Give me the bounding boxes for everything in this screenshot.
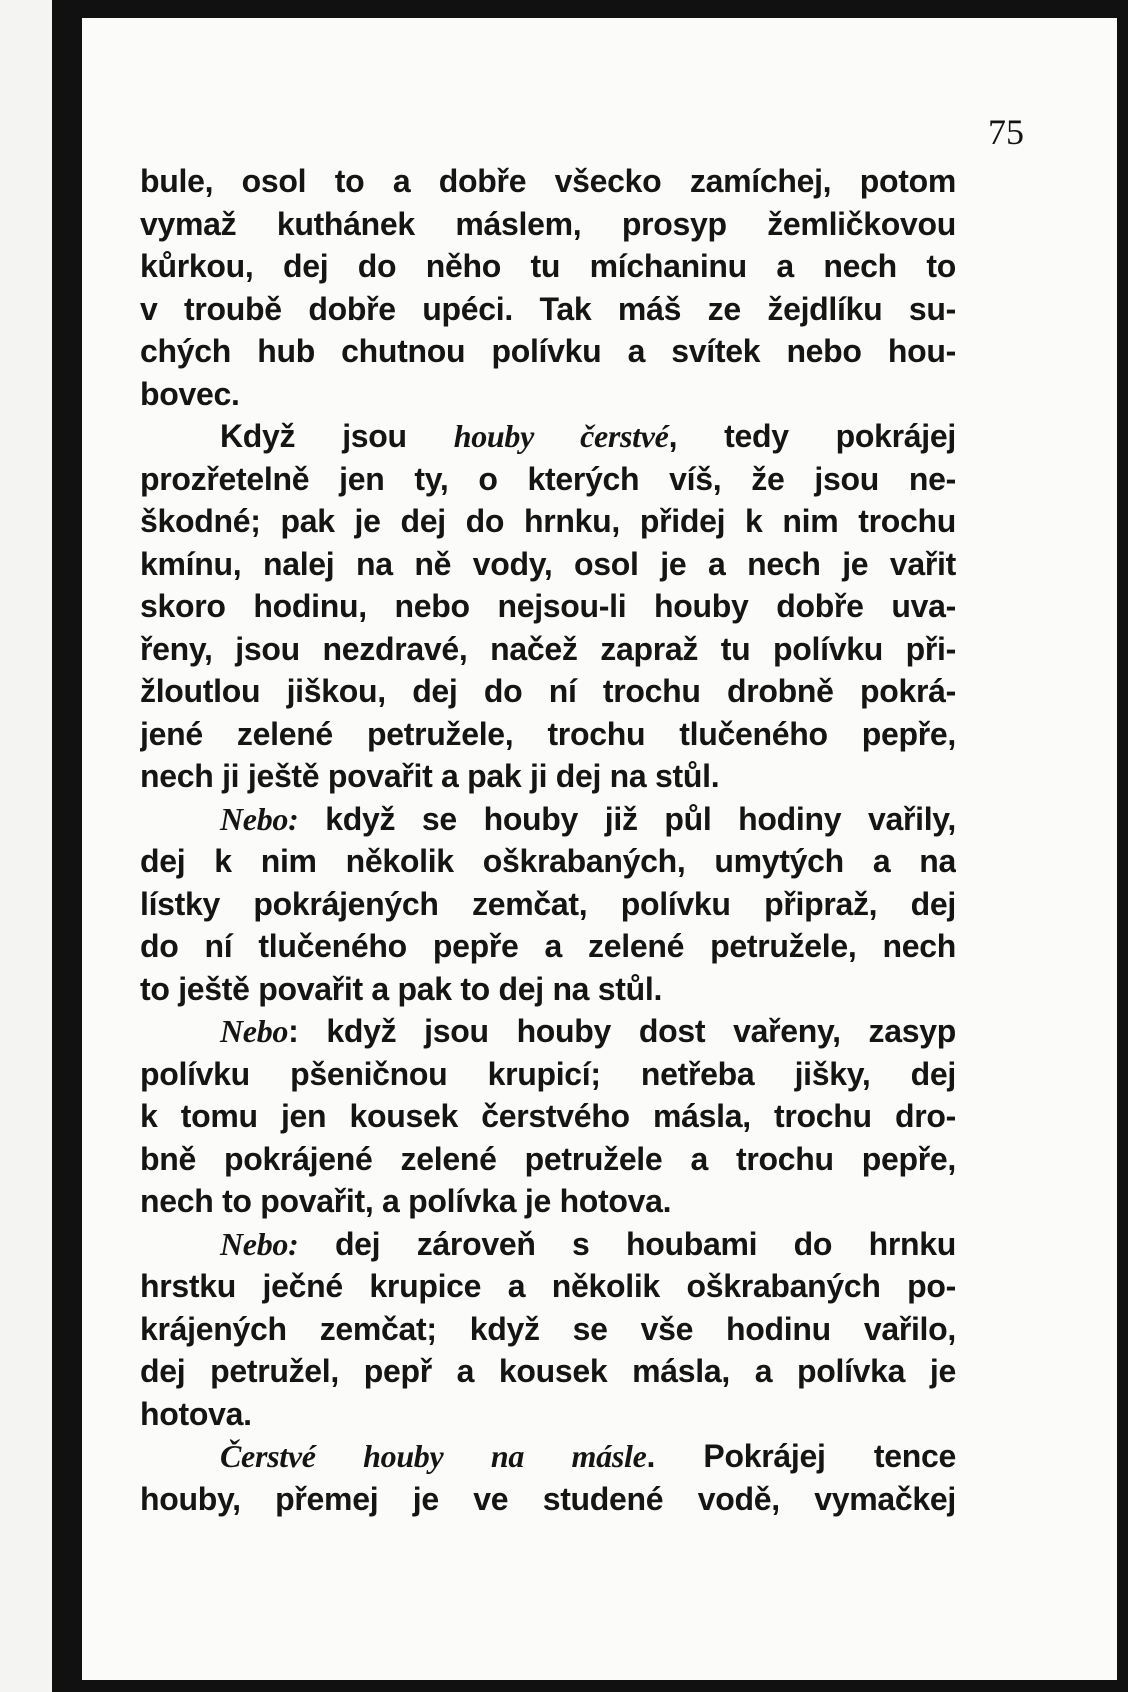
italic-heading: Čerstvé houby na másle: [220, 1438, 647, 1474]
text-line: dej petružel, pepř a kousek másla, a polívka je: [140, 1353, 956, 1389]
text-line: chých hub chutnou polívku a svítek nebo hou-: [140, 333, 956, 369]
text-line: žloutlou jiškou, dej do ní trochu drobně pokrá-: [140, 673, 956, 709]
text-line: bně pokrájené zelené petružele a trochu pepře,: [140, 1140, 956, 1177]
text-line: v troubě dobře upéci. Tak máš ze žejdlíku su-: [140, 290, 956, 327]
text-line: dej k nim několik oškrabaných, umytých a na: [140, 843, 956, 879]
body-text: [140, 160, 956, 1520]
text-line: jené zelené petružele, trochu tlučeného pepře,: [140, 715, 956, 752]
text-line: hrstku ječné krupice a několik oškrabaných po-: [140, 1268, 956, 1304]
text-line: houby, přemej je ve studené vodě, vymačkej: [140, 1480, 956, 1517]
italic-heading: Nebo: [220, 1013, 289, 1049]
text-line: [140, 1223, 956, 1266]
italic-heading: Nebo:: [220, 1225, 299, 1262]
text-line: [140, 1010, 956, 1053]
text-line: bovec.: [140, 375, 240, 412]
text-line: škodné; pak je dej do hrnku, přidej k nim trochu: [140, 503, 956, 539]
text-line: prozřetelně jen ty, o kterých víš, že jsou ne-: [140, 460, 956, 497]
text-line: [140, 798, 956, 841]
italic-heading: houby čerstvé: [453, 418, 669, 454]
text-line: do ní tlučeného pepře a zelené petružele, nech: [140, 928, 956, 964]
text-line: lístky pokrájených zemčat, polívku připraž, dej: [140, 885, 956, 922]
line-text: když se houby již půl hodiny vařily,: [298, 800, 956, 837]
text-line: to ještě povařit a pak to dej na stůl.: [140, 970, 663, 1007]
text-line: kůrkou, dej do něho tu míchaninu a nech to: [140, 248, 956, 284]
text-line: skoro hodinu, nebo nejsou-li houby dobře uva-: [140, 588, 956, 624]
text-line: [140, 1435, 956, 1478]
line-text: , tedy pokrájej: [668, 418, 956, 454]
text-line: řeny, jsou nezdravé, načež zapraž tu polívku při-: [140, 630, 956, 667]
text-line: kmínu, nalej na ně vody, osol je a nech je vařit: [140, 545, 956, 582]
line-text: Když jsou: [220, 418, 454, 454]
text-line: nech to povařit, a polívka je hotova.: [140, 1183, 672, 1219]
text-line: krájených zemčat; když se vše hodinu vařilo,: [140, 1310, 956, 1347]
text-line: vymaž kuthánek máslem, prosyp žemličkovou: [140, 205, 956, 242]
text-line: hotova.: [140, 1395, 252, 1432]
line-text: . Pokrájej tence: [646, 1438, 956, 1474]
text-line: nech ji ještě povařit a pak ji dej na stůl.: [140, 758, 720, 794]
line-text: : když jsou houby dost vařeny, zasyp: [288, 1013, 956, 1049]
italic-heading: Nebo:: [220, 800, 299, 837]
text-line: bule, osol to a dobře všecko zamíchej, potom: [140, 163, 956, 199]
text-line: polívku pšeničnou krupicí; netřeba jišky, dej: [140, 1055, 956, 1092]
text-line: [140, 415, 956, 458]
left-page-edge: [0, 0, 52, 1692]
line-text: dej zároveň s houbami do hrnku: [298, 1225, 956, 1262]
page-number: 75: [988, 112, 1024, 152]
text-line: k tomu jen kousek čerstvého másla, trochu dro-: [140, 1098, 956, 1134]
